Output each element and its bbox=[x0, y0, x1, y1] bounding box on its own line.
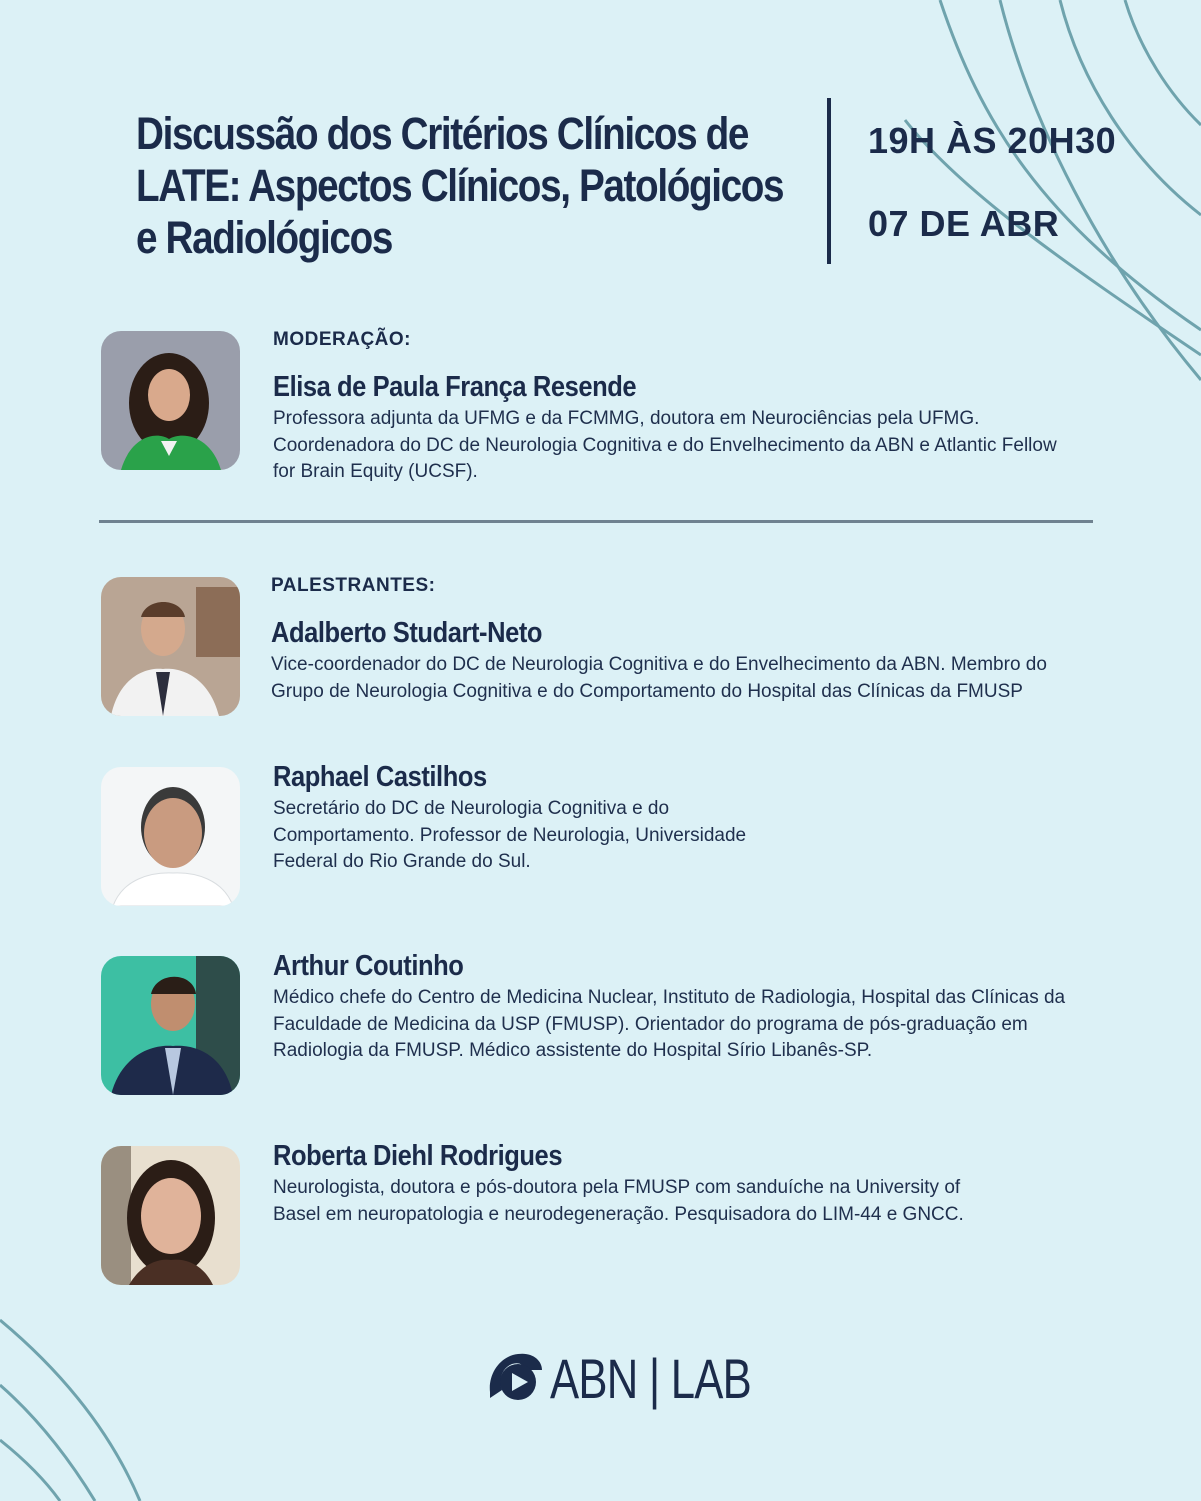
moderator-photo bbox=[101, 331, 240, 470]
moderator-name: Elisa de Paula França Resende bbox=[273, 371, 637, 403]
speaker-bio-4: Neurologista, doutora e pós-doutora pela FMUSP com sanduíche na University of Basel em neuropatologia e neurodegeneração. Pesquisadora do LIM-44 e GNCC. bbox=[273, 1177, 964, 1225]
speaker-name-3: Arthur Coutinho bbox=[273, 950, 464, 982]
moderation-label: MODERAÇÃO: bbox=[273, 329, 411, 350]
speaker-bio-2: Secretário do DC de Neurologia Cognitiva e do Comportamento. Professor de Neurologia, Universidade Federal do Rio Grande do Sul. bbox=[273, 798, 747, 873]
speaker-bio-3: Médico chefe do Centro de Medicina Nuclear, Instituto de Radiologia, Hospital das Clínicas da Faculdade de Medicina da USP (FMUSP). Orientador do programa de pós-graduação em Radiologia da FMUSP. Médico assistente do Hospital Sírio Libanês-SP. bbox=[273, 987, 1066, 1062]
speaker-name-2: Raphael Castilhos bbox=[273, 761, 487, 793]
header-divider bbox=[827, 98, 831, 264]
event-date: 07 DE ABR bbox=[868, 203, 1060, 244]
section-divider bbox=[99, 520, 1093, 523]
moderator-bio: Professora adjunta da UFMG e da FCMMG, doutora em Neurociências pela UFMG. Coordenadora do DC de Neurologia Cognitiva e do Envelhecimento da ABN e Atlantic Fellow for Brain Equity (UCSF). bbox=[273, 408, 1057, 483]
speaker-photo-4 bbox=[101, 1146, 240, 1285]
speaker-bio-1: Vice-coordenador do DC de Neurologia Cognitiva e do Envelhecimento da ABN. Membro do Grupo de Neurologia Cognitiva e do Comportamento do Hospital das Clínicas da FMUSP bbox=[271, 654, 1047, 702]
speakers-label: PALESTRANTES: bbox=[271, 575, 436, 596]
event-time: 19H ÀS 20H30 bbox=[868, 120, 1117, 161]
logo-text: ABN | LAB bbox=[550, 1347, 751, 1410]
speaker-photo-3 bbox=[101, 956, 240, 1095]
speaker-name-1: Adalberto Studart-Neto bbox=[271, 617, 543, 649]
speaker-photo-1 bbox=[101, 577, 240, 716]
event-title: Discussão dos Critérios Clínicos de LATE: Aspectos Clínicos, Patológicos e Radiológicos bbox=[136, 108, 784, 263]
speaker-name-4: Roberta Diehl Rodrigues bbox=[273, 1140, 563, 1172]
speaker-photo-2 bbox=[101, 767, 240, 906]
